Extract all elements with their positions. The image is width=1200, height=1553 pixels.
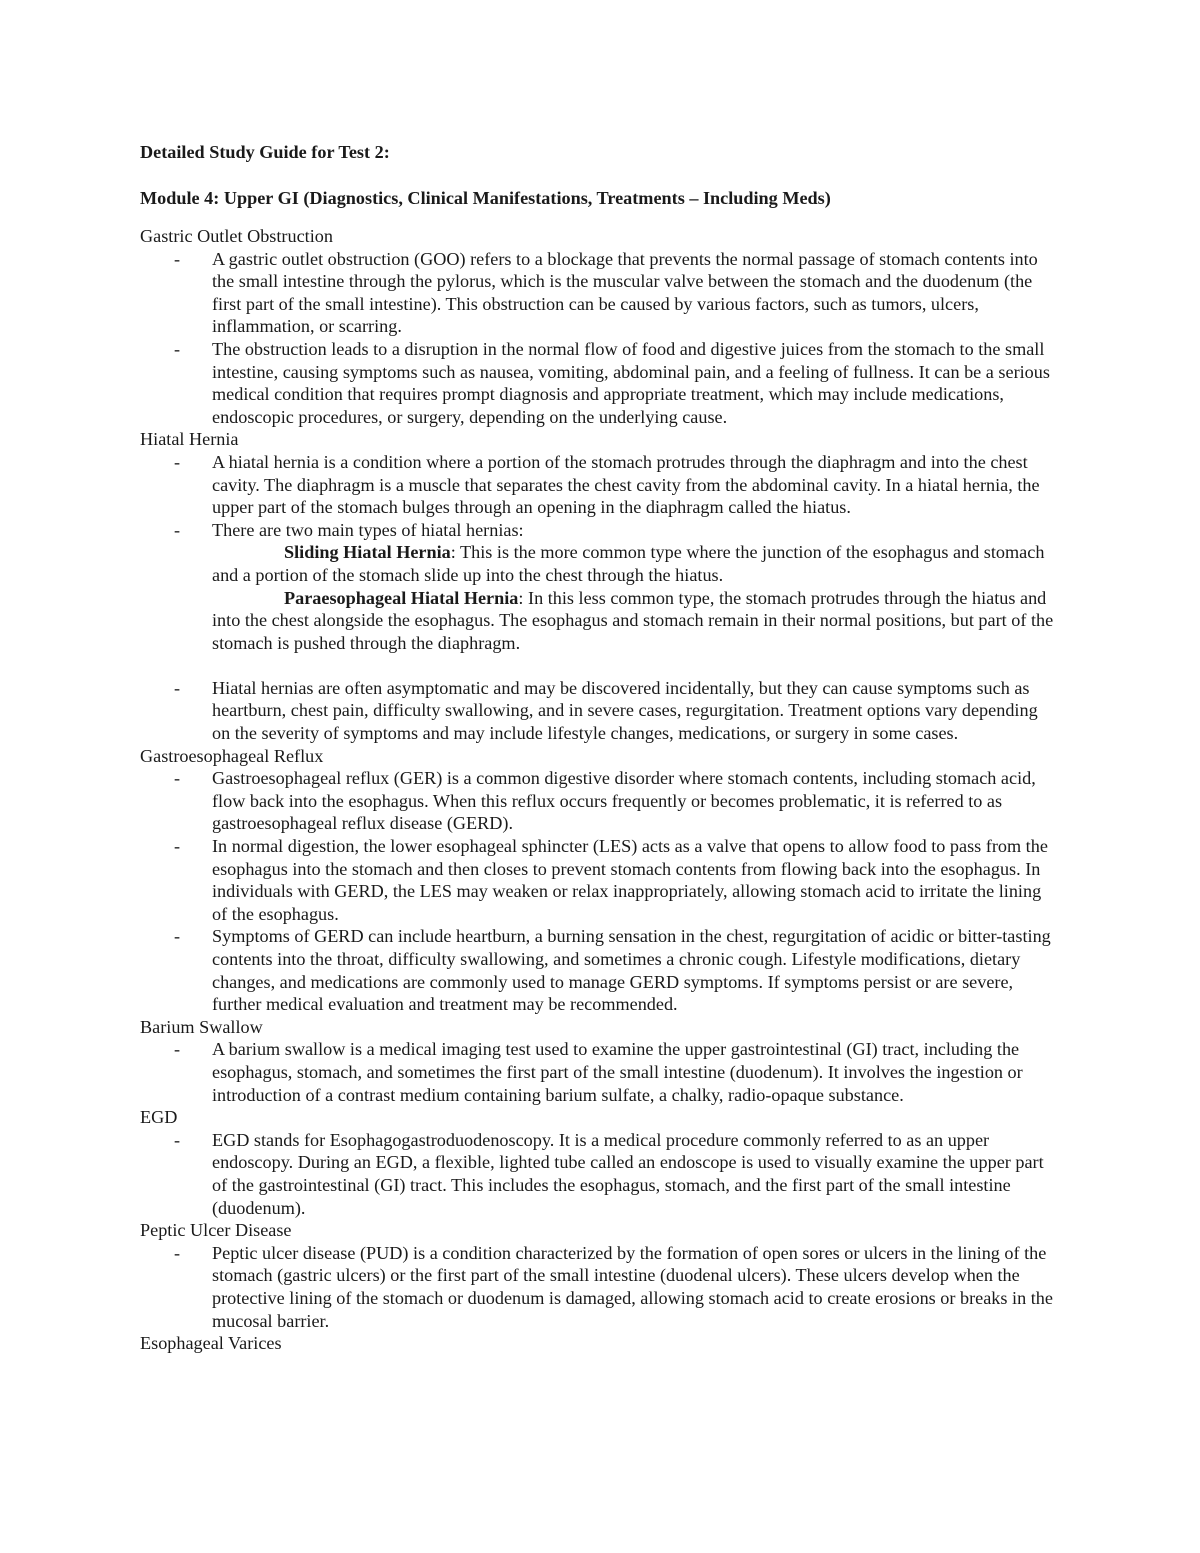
bullet-list [140, 1129, 1060, 1219]
bullet-item: - In normal digestion, the lower esophageal sphincter (LES) acts as a valve that opens to allow food to pass from the esophagus into the stomach and then closes to prevent stomach contents from flowing back into the esophagus. In individuals with GERD, the LES may weaken or relax inappropriately, allowing stomach acid to irritate the lining of the esophagus. [140, 835, 1060, 925]
bullet-item: - EGD stands for Esophagogastroduodenoscopy. It is a medical procedure commonly referred to as an upper endoscopy. During an EGD, a flexible, lighted tube called an endoscope is used to visually examine the upper part of the gastrointestinal (GI) tract. This includes the esophagus, stomach, and the first part of the small intestine (duodenum). [140, 1129, 1060, 1219]
section-gastric-outlet-obstruction [140, 225, 1060, 428]
section-peptic-ulcer-disease [140, 1219, 1060, 1332]
section-hiatal-hernia [140, 428, 1060, 744]
bullet-item: - A gastric outlet obstruction (GOO) refers to a blockage that prevents the normal passage of stomach contents into the small intestine through the pylorus, which is the muscular valve between the stomach and the duodenum (the first part of the small intestine). This obstruction can be caused by various factors, such as tumors, ulcers, inflammation, or scarring. [140, 248, 1060, 338]
bullet-list [140, 1038, 1060, 1106]
section-egd [140, 1106, 1060, 1219]
section-heading: Peptic Ulcer Disease [140, 1220, 292, 1241]
bullet-list [140, 248, 1060, 429]
hernia-type-sliding [140, 541, 1060, 586]
hernia-type-term: Sliding Hiatal Hernia [284, 542, 451, 563]
bullet-item: - The obstruction leads to a disruption in the normal flow of food and digestive juices from the stomach to the small intestine, causing symptoms such as nausea, vomiting, abdominal pain, and a feeling of fullness. It can be a serious medical condition that requires prompt diagnosis and appropriate treatment, which may include medications, endoscopic procedures, or surgery, depending on the underlying cause. [140, 338, 1060, 428]
bullet-item: - A hiatal hernia is a condition where a portion of the stomach protrudes through the diaphragm and into the chest cavity. The diaphragm is a muscle that separates the chest cavity from the abdominal cavity. In a hiatal hernia, the upper part of the stomach bulges through an opening in the diaphragm called the hiatus. [140, 451, 1060, 519]
section-esophageal-varices [140, 1332, 1060, 1355]
bullet-item: - Symptoms of GERD can include heartburn, a burning sensation in the chest, regurgitation of acidic or bitter-tasting contents into the throat, difficulty swallowing, and sometimes a chronic cough. Lifestyle modifications, dietary changes, and medications are commonly used to manage GERD symptoms. If symptoms persist or are severe, further medical evaluation and treatment may be recommended. [140, 925, 1060, 1015]
section-heading: Gastroesophageal Reflux [140, 745, 324, 766]
hernia-type-term: Paraesophageal Hiatal Hernia [284, 587, 519, 608]
section-heading: Hiatal Hernia [140, 429, 239, 450]
section-gastroesophageal-reflux [140, 745, 1060, 1016]
section-heading: Barium Swallow [140, 1016, 263, 1037]
bullet-item: - Gastroesophageal reflux (GER) is a common digestive disorder where stomach contents, including stomach acid, flow back into the esophagus. When this reflux occurs frequently or becomes problematic, it is referred to as gastroesophageal reflux disease (GERD). [140, 767, 1060, 835]
section-barium-swallow [140, 1016, 1060, 1106]
bullet-item: - A barium swallow is a medical imaging test used to examine the upper gastrointestinal (GI) tract, including the esophagus, stomach, and sometimes the first part of the small intestine (duodenum). It involves the ingestion or introduction of a contrast medium containing barium sulfate, a chalky, radio-opaque substance. [140, 1038, 1060, 1106]
module-title: Module 4: Upper GI (Diagnostics, Clinical Manifestations, Treatments – Including Meds) [140, 188, 831, 208]
hernia-type-description: : This is the more common type where the junction of the esophagus and stomach and a portion of the stomach slide up into the chest through the hiatus. [212, 542, 1045, 585]
bullet-list [140, 451, 1060, 541]
hernia-type-description: : In this less common type, the stomach protrudes through the hiatus and into the chest alongside the esophagus. The esophagus and stomach remain in their normal positions, but part of the stomach is pushed through the diaphragm. [212, 587, 1054, 653]
bullet-item: - Peptic ulcer disease (PUD) is a condition characterized by the formation of open sores or ulcers in the lining of the stomach (gastric ulcers) or the first part of the small intestine (duodenal ulcers). These ulcers develop when the protective lining of the stomach or duodenum is damaged, allowing stomach acid to create erosions or breaks in the mucosal barrier. [140, 1242, 1060, 1332]
bullet-item: - There are two main types of hiatal hernias: [140, 519, 1060, 542]
bullet-item: - Hiatal hernias are often asymptomatic and may be discovered incidentally, but they can cause symptoms such as heartburn, chest pain, difficulty swallowing, and in severe cases, regurgitation. Treatment options vary depending on the severity of symptoms and may include lifestyle changes, medications, or surgery in some cases. [140, 677, 1060, 745]
document-title: Detailed Study Guide for Test 2: [140, 142, 390, 162]
section-heading: Esophageal Varices [140, 1333, 282, 1354]
bullet-list [140, 677, 1060, 745]
document-page [140, 141, 1060, 1355]
bullet-list [140, 1242, 1060, 1332]
hernia-type-paraesophageal [140, 587, 1060, 655]
section-heading: EGD [140, 1107, 178, 1128]
blank-line [140, 654, 1060, 677]
bullet-list [140, 767, 1060, 1016]
section-heading: Gastric Outlet Obstruction [140, 226, 333, 246]
